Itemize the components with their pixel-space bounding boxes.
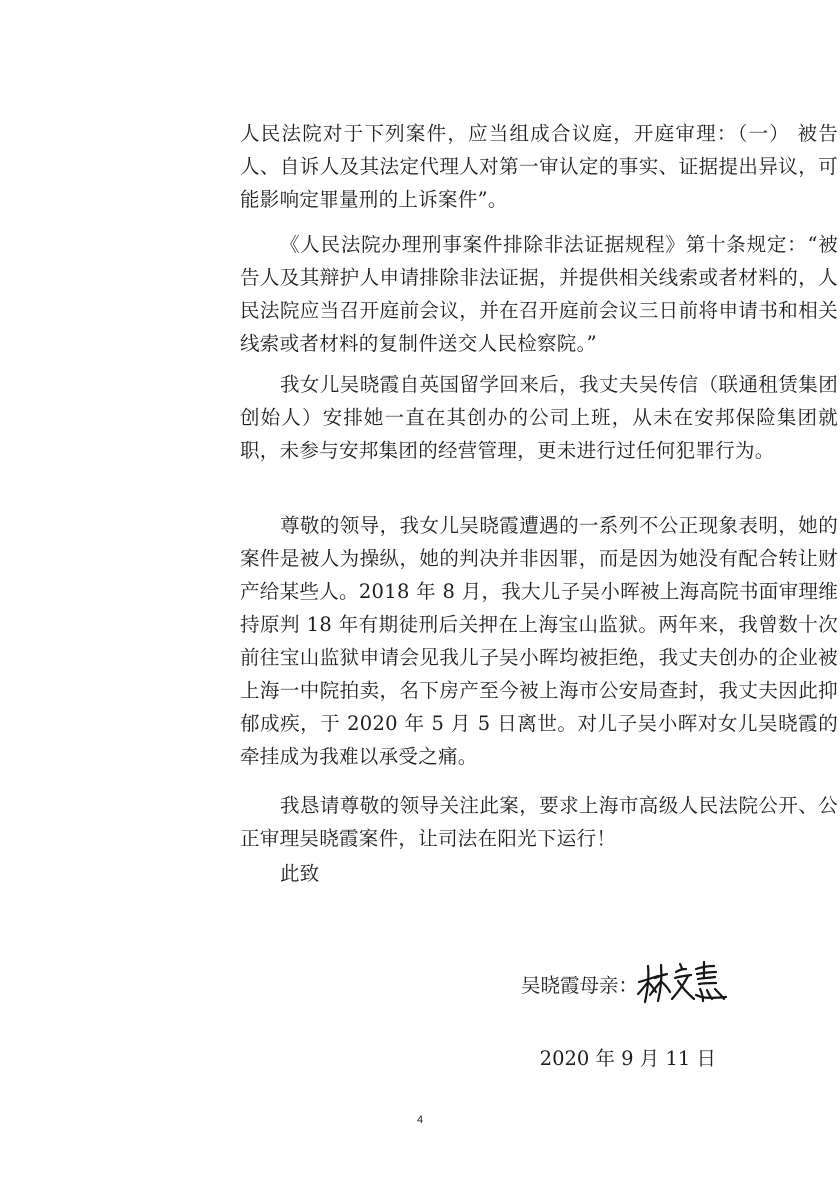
paragraph-exclusion-rules-citation: 《人民法院办理刑事案件排除非法证据规程》第十条规定：“被告人及其辩护人申请排除非法证据，并提供相关线索或者材料的，人民法院应当召开庭前会议，并在召开庭前会议三日前将申请书和相关线索或者材料的复制件送交人民检察院。”	[240, 233, 838, 355]
paragraph-unfair-treatment: 尊敬的领导，我女儿吴晓霞遭遇的一系列不公正现象表明，她的案件是被人为操纵，她的判决并非因罪，而是因为她没有配合转让财产给某些人。2018 年 8 月，我大儿子吴小晖被上海高院书面审理维持原判 18 年有期徒刑后关押在上海宝山监狱。两年来，我曾数十次前往宝山监狱申请会见我儿子吴小晖均被拒绝，我丈夫创办的企业被上海一中院拍卖，名下房产至今被上海市公安局查封，我丈夫因此抑郁成疾，于 2020 年 5 月 5 日离世。对儿子吴小晖对女儿吴晓霞的牵挂成为我难以承受之痛。	[240, 514, 838, 768]
paragraph-closing: 此致	[280, 862, 320, 885]
signature-label: 吴晓霞母亲：	[520, 974, 638, 997]
page-number: 4	[416, 1114, 424, 1126]
paragraph-request: 我恳请尊敬的领导关注此案，要求上海市高级人民法院公开、公正审理吴晓霞案件，让司法在阳光下运行！	[240, 794, 838, 850]
signature-block	[521, 956, 728, 1002]
paragraph-daughter-background: 我女儿吴晓霞自英国留学回来后，我丈夫吴传信（联通租赁集团创始人）安排她一直在其创办的公司上班，从未在安邦保险集团就职，未参与安邦集团的经营管理，更未进行过任何犯罪行为。	[240, 373, 838, 462]
handwritten-signature	[636, 956, 728, 1008]
paragraph-legal-quote-continuation: 人民法院对于下列案件，应当组成合议庭，开庭审理：（一） 被告人、自诉人及其法定代理人对第一审认定的事实、证据提出异议，可能影响定罪量刑的上诉案件”。	[240, 122, 838, 211]
letter-date: 2020 年 9 月 11 日	[539, 1047, 716, 1070]
